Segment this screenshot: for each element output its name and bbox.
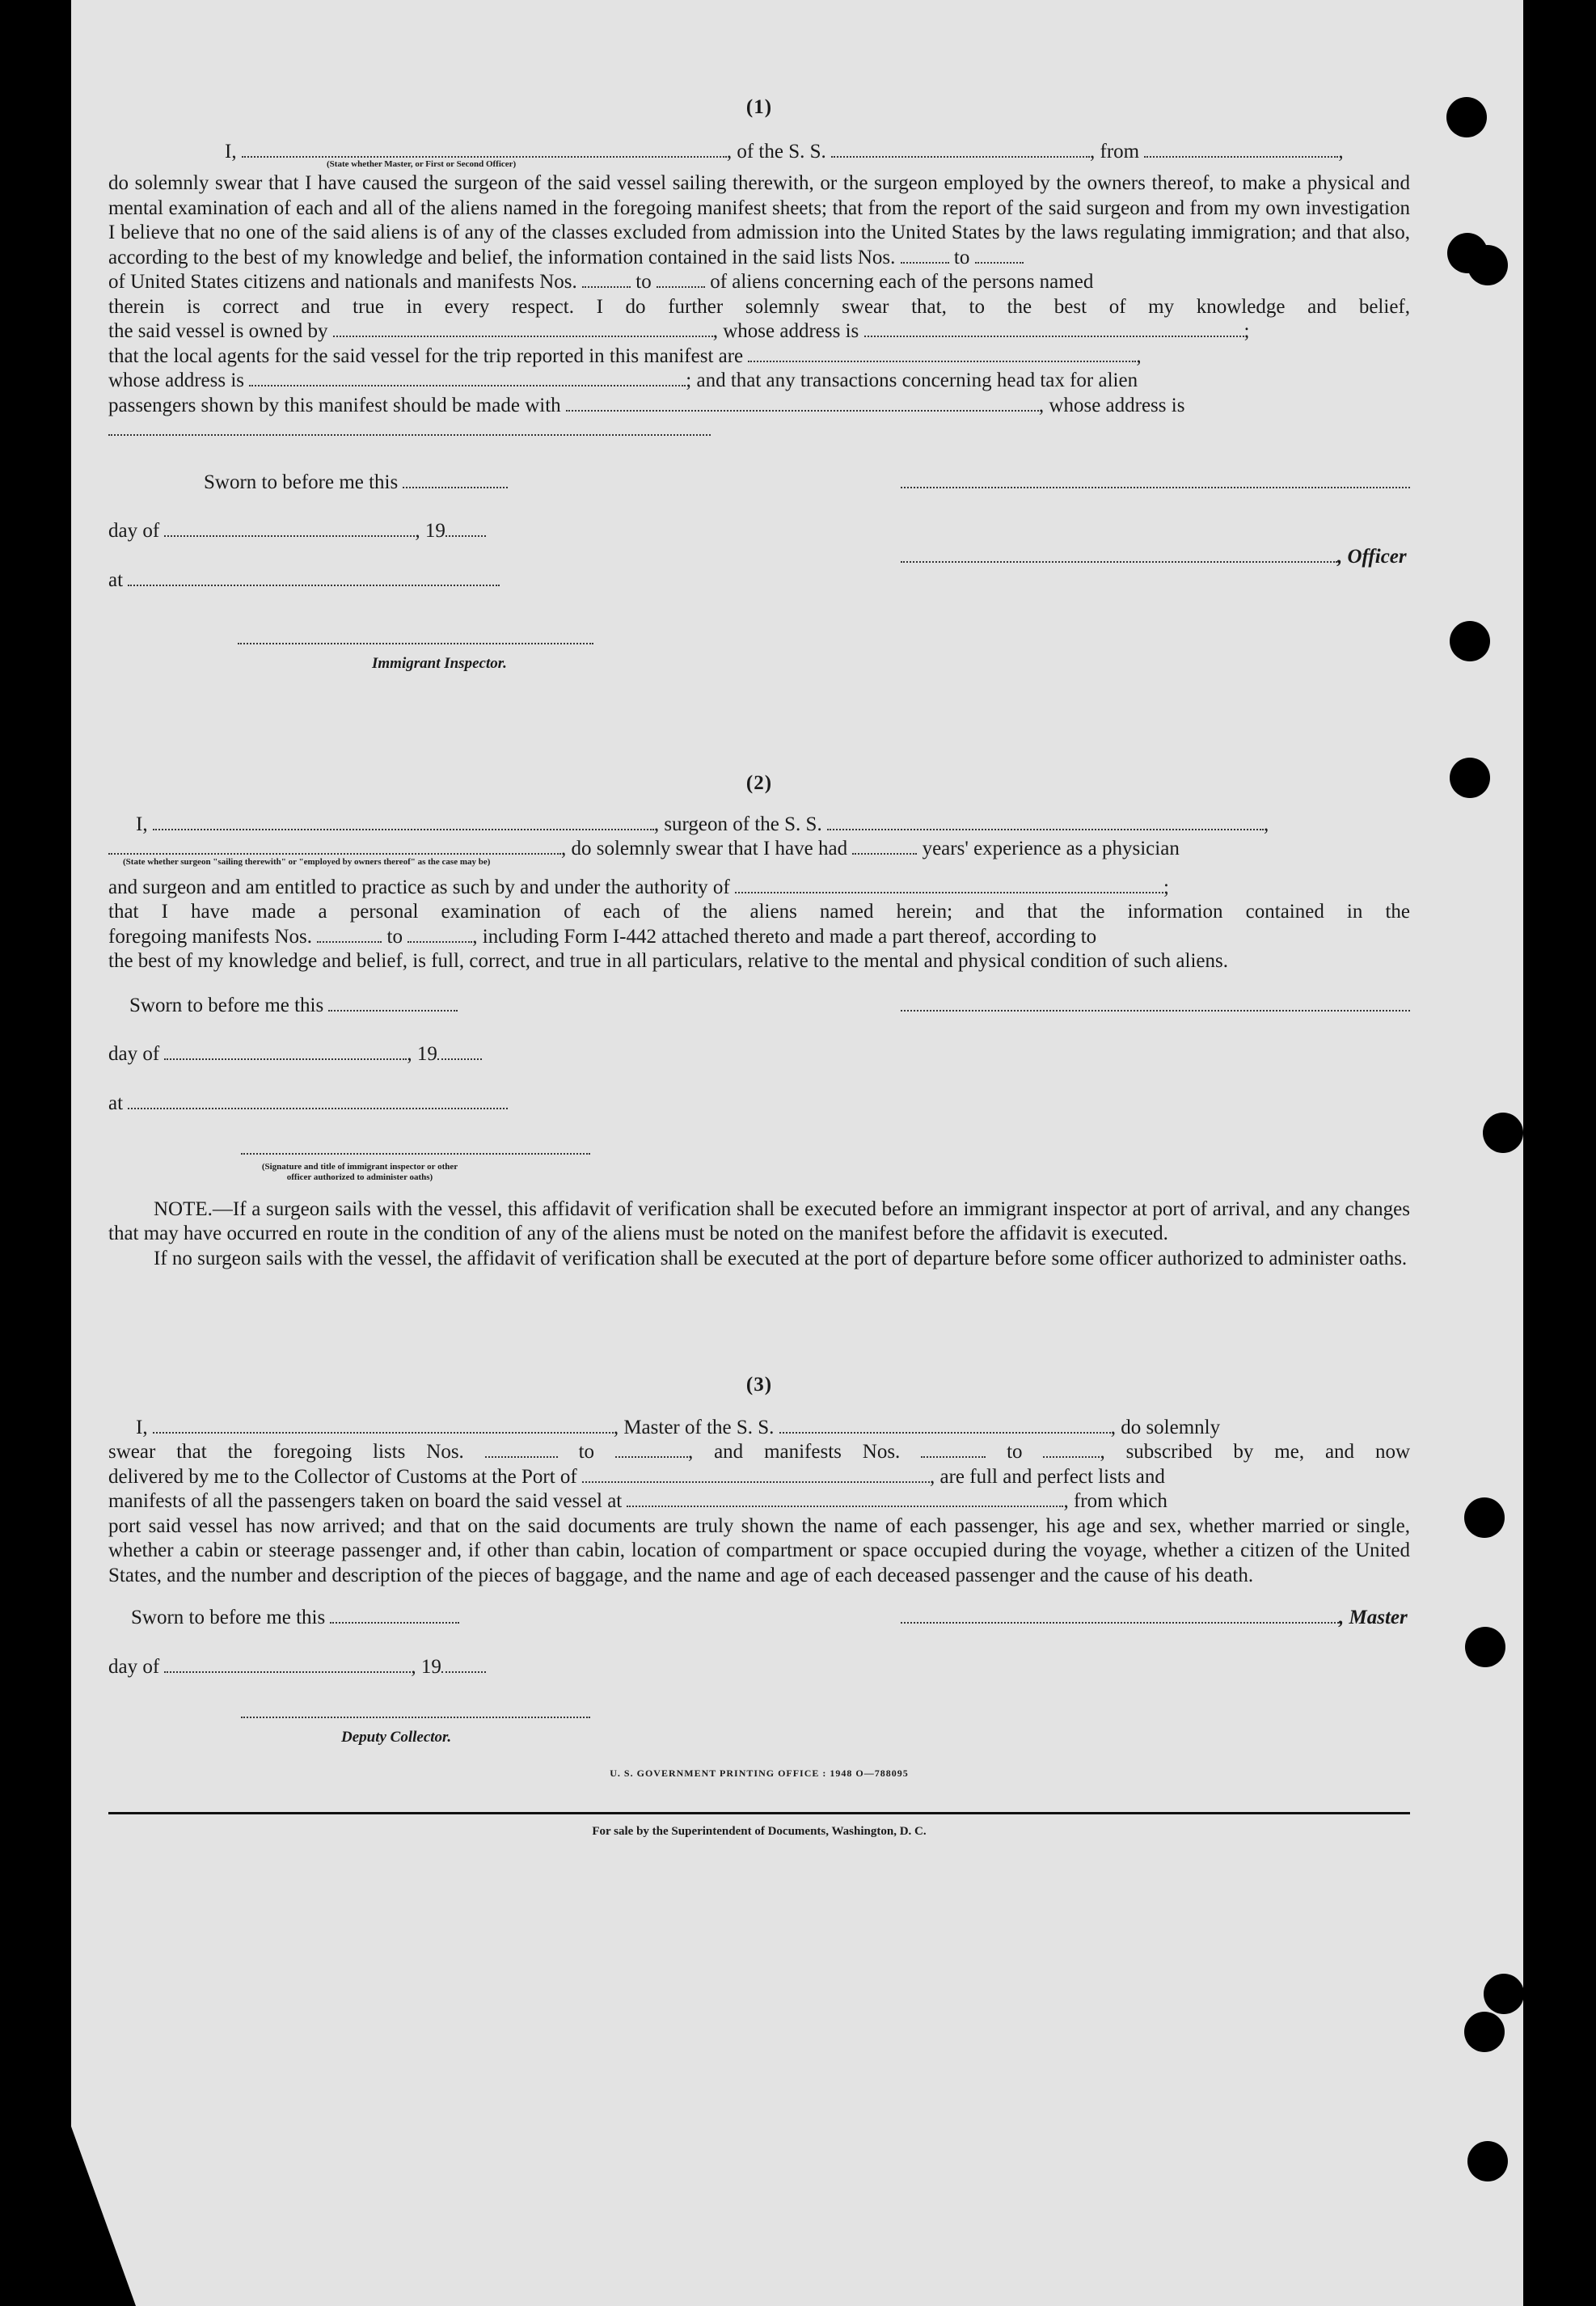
authority-field[interactable] xyxy=(735,877,1163,893)
punch-hole xyxy=(1450,621,1490,661)
section-number: (2) xyxy=(745,772,773,794)
surgeon-sworn-month-field[interactable] xyxy=(164,1044,407,1060)
sworn-year-field[interactable] xyxy=(445,521,486,537)
surgeon-oath-line: I, , surgeon of the S. S. , xyxy=(136,813,1269,835)
surgeon-type-field[interactable] xyxy=(108,838,561,855)
punch-hole xyxy=(1467,2141,1508,2181)
sale-notice: For sale by the Superintendent of Documents, Washington, D. C. xyxy=(592,1824,927,1838)
vessel-name-field[interactable] xyxy=(831,141,1090,158)
master-line: I, , Master of the S. S. , do solemnly xyxy=(136,1416,1221,1438)
agents-address-field[interactable] xyxy=(249,370,686,386)
sworn-day-field[interactable] xyxy=(403,472,508,488)
master-manifests-to-field[interactable] xyxy=(1043,1442,1100,1458)
surgeon-name-field[interactable] xyxy=(153,814,654,830)
collector-caption: Deputy Collector. xyxy=(341,1728,452,1746)
footer-rule xyxy=(108,1812,1410,1814)
head-tax-contact-field[interactable] xyxy=(566,395,1039,412)
section-number: (1) xyxy=(745,96,773,118)
section2-body2: the best of my knowledge and belief, is full, correct, and true in all particulars, relative to the mental and physical condition of such aliens. xyxy=(108,950,1228,972)
head-tax-line: passengers shown by this manifest should be made with , whose address is xyxy=(108,394,1185,416)
port-field[interactable] xyxy=(582,1467,930,1483)
section2-sworn: Sworn to before me this day of , 19 at (Signature and title of immigrant inspector or other officer authorized to administer oaths) xyxy=(108,994,1410,1183)
affidavit-form xyxy=(108,95,1410,1844)
folded-corner xyxy=(71,2127,136,2306)
punch-hole xyxy=(1467,245,1508,285)
master-sworn-year-field[interactable] xyxy=(441,1657,486,1673)
lists-from-field[interactable] xyxy=(901,247,949,264)
note-paragraph: NOTE.—If a surgeon sails with the vessel, this affidavit of verification shall be executed before an immigrant inspector at port of arrival, and any changes that may have occurred en route in the condition of any of the aliens must be noted on the manifest before the affidavit is executed. xyxy=(108,1197,1410,1244)
inspector-signature-line[interactable] xyxy=(238,627,593,644)
owner-line: the said vessel is owned by , whose address is ; xyxy=(108,320,1250,342)
lists-to-field[interactable] xyxy=(975,247,1024,264)
surgeon-note: (State whether surgeon "sailing therewith" or "employed by owners thereof" as the case may be) xyxy=(123,856,491,867)
punch-hole xyxy=(1483,1113,1523,1153)
surgeon-vessel-field[interactable] xyxy=(827,814,1264,830)
lists-line: swear that the foregoing lists Nos. to , and manifests Nos. to , subscribed by me, and now xyxy=(108,1441,1411,1463)
from-port-field[interactable] xyxy=(1144,141,1338,158)
years-field[interactable] xyxy=(852,838,917,855)
punch-hole xyxy=(1484,1974,1524,2014)
agents-line: that the local agents for the said vessel for the trip reported in this manifest are , xyxy=(108,344,1142,367)
surgeon-sworn-year-field[interactable] xyxy=(437,1044,482,1060)
manifests-line: foregoing manifests Nos. to , including Form I-442 attached thereto and made a part thereof, according to xyxy=(108,925,1097,948)
surgeon-manifests-from-field[interactable] xyxy=(317,927,382,943)
section3-body: port said vessel has now arrived; and that on the said documents are truly shown the name of each passenger, his age and sex, whether married or single, whether a cabin or steerage passenger and, if other than cabin, location of compartment or space occupied during the voyage, whether a citizen of the United States, and the number and description of the pieces of baggage, and the name and age of each deceased passenger and the cause of his death. xyxy=(108,1514,1410,1586)
master-manifests-from-field[interactable] xyxy=(921,1442,986,1458)
surgeon-witness-caption: (Signature and title of immigrant inspector or other officer authorized to administer oaths) xyxy=(261,1161,458,1182)
sworn-place-field[interactable] xyxy=(128,570,500,586)
master-lists-from-field[interactable] xyxy=(485,1442,558,1458)
punch-hole xyxy=(1464,1497,1505,1538)
section3-sworn: Sworn to before me this day of , 19 Deputy Collector. , Master xyxy=(108,1606,1410,1750)
master-sworn-month-field[interactable] xyxy=(164,1657,411,1673)
authority-line: and surgeon and am entitled to practice as such by and under the authority of ; xyxy=(108,876,1169,898)
boarding-port-field[interactable] xyxy=(627,1491,1063,1507)
printing-office-imprint: U. S. GOVERNMENT PRINTING OFFICE : 1948 O—788095 xyxy=(610,1768,909,1779)
punch-hole xyxy=(1464,2012,1505,2052)
agents-field[interactable] xyxy=(748,346,1136,362)
surgeon-sworn-day-field[interactable] xyxy=(328,995,458,1012)
surgeon-manifests-to-field[interactable] xyxy=(407,927,472,943)
punch-hole xyxy=(1465,1627,1505,1667)
surgeon-signature-line[interactable] xyxy=(901,994,1410,1012)
collector-signature-line[interactable] xyxy=(241,1700,590,1718)
master-signature-line[interactable] xyxy=(901,1606,1339,1624)
experience-line: , do solemnly swear that I have had years' experience as a physician xyxy=(108,837,1410,862)
section2-body1: that I have made a personal examination of each of the aliens named herein; and that the information contained in the xyxy=(108,901,1410,923)
officer-signature-blank[interactable] xyxy=(901,471,1410,488)
section1-body: do solemnly swear that I have caused the surgeon of the said vessel sailing therewith, or the surgeon employed by the owners thereof, to make a physical and mental examination of each and all of the aliens named in the foregoing manifest sheets; that from the report of the said surgeon and from my own investigation I believe that no one of the said aliens is of any of the classes excluded from admission into the United States by the laws regulating immigration; and that also, according to the best of my knowledge and belief, the information contained in the said lists Nos. to xyxy=(108,172,1410,268)
officer-signature-line[interactable] xyxy=(901,545,1337,563)
note-paragraph-2: If no surgeon sails with the vessel, the affidavit of verification shall be executed at the port of departure before some officer authorized to administer oaths. xyxy=(154,1247,1408,1269)
officer-note: (State whether Master, or First or Second Officer) xyxy=(327,159,517,169)
surgeon-sworn-place-field[interactable] xyxy=(128,1093,508,1109)
section1-body2: therein is correct and true in every respect. I do further solemnly swear that, to the best of my knowledge and belief, xyxy=(108,295,1410,318)
punch-hole xyxy=(1446,97,1487,137)
head-tax-address-field[interactable] xyxy=(108,420,711,436)
boarding-line: manifests of all the passengers taken on board the said vessel at , from which xyxy=(108,1490,1167,1512)
section1-sworn: Sworn to before me this day of , 19 at Immigrant Inspector. , Officer xyxy=(108,471,1410,677)
section-number: (3) xyxy=(745,1374,773,1396)
master-lists-to-field[interactable] xyxy=(615,1442,688,1458)
officer-name-field[interactable] xyxy=(242,141,727,158)
owner-field[interactable] xyxy=(333,321,713,337)
sworn-month-field[interactable] xyxy=(164,521,415,537)
owner-address-field[interactable] xyxy=(864,321,1244,337)
citizens-line: of United States citizens and nationals and manifests Nos. to of aliens concerning each of the persons named xyxy=(108,271,1094,293)
master-name-field[interactable] xyxy=(153,1417,614,1434)
master-vessel-field[interactable] xyxy=(779,1417,1111,1434)
manifests-to-field[interactable] xyxy=(657,272,705,288)
delivered-line: delivered by me to the Collector of Customs at the Port of , are full and perfect lists and xyxy=(108,1465,1165,1488)
agents-address-line: whose address is ; and that any transactions concerning head tax for alien xyxy=(108,370,1138,391)
master-sworn-day-field[interactable] xyxy=(330,1607,459,1624)
surgeon-witness-signature-line[interactable] xyxy=(241,1137,590,1155)
master-oath-line: I, , of the S. S. , from , xyxy=(225,140,1344,163)
punch-hole xyxy=(1450,758,1490,798)
manifests-from-field[interactable] xyxy=(582,272,631,288)
inspector-caption: Immigrant Inspector. xyxy=(372,654,507,672)
